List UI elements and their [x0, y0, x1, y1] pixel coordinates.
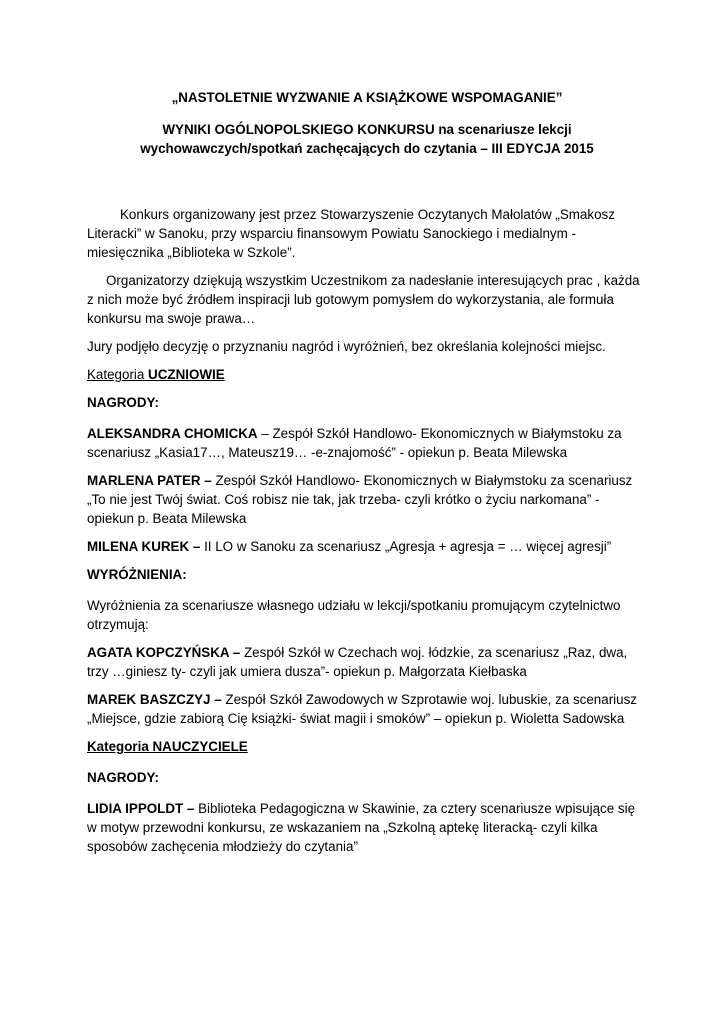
winner-details: Zespół Szkół Handlowo- Ekonomicznych w Białymstoku za scenariusz „Kasia17…, Mateusz19… -e-znajomość” - opiekun p. Beata Milewska — [87, 426, 622, 460]
students-prizes-heading — [87, 393, 647, 412]
winner-name: ALEKSANDRA CHOMICKA — [87, 426, 258, 441]
prizes-heading-text: NAGRODY: — [87, 395, 159, 410]
honoree-details: Zespół Szkół Zawodowych w Szprotawie woj. lubuskie, za scenariusz „Miejsce, gdzie zabiorą Cię książki- świat magii i smoków” – opiekun p. Wioletta Sadowska — [87, 692, 637, 726]
winner-details: Biblioteka Pedagogiczna w Skawinie, za cztery scenariusze wpisujące się w motyw przewodni konkursu, ze wskazaniem na „Szkolną aptekę literacką- czyli kilka sposobów zachęcenia młodzieży do czytania” — [87, 801, 636, 854]
prize-entry — [87, 424, 647, 462]
honors-intro: Wyróżnienia za scenariusze własnego udziału w lekcji/spotkaniu promującym czytelnictwo otrzymują: — [87, 598, 621, 632]
honor-entry — [87, 690, 647, 728]
honoree-name: AGATA KOPCZYŃSKA – — [87, 645, 241, 660]
prize-entry — [87, 799, 647, 856]
honors-heading-text: WYRÓŻNIENIA: — [87, 567, 187, 582]
winner-details: Zespół Szkół Handlowo- Ekonomicznych w Białymstoku za scenariusz „To nie jest Twój świat. Coś robisz nie tak, jak trzeba- czyli krótko o życiu narkomana” - opiekun p. Beata Milewska — [87, 473, 633, 526]
category-students-name: UCZNIOWIE — [148, 367, 225, 382]
category-students-heading — [87, 365, 647, 384]
category-students-prefix: Kategoria — [87, 367, 149, 382]
prize-entry — [87, 471, 647, 528]
category-teachers-name: Kategoria NAUCZYCIELE — [87, 739, 248, 754]
prizes-heading-text: NAGRODY: — [87, 770, 159, 785]
honoree-details: Zespół Szkół w Czechach woj. łódzkie, za scenariusz „Raz, dwa, trzy …giniesz ty- czyli jak umiera dusza”- opiekun p. Małgorzata Kiełbaska — [87, 645, 628, 679]
document-subtitle: WYNIKI OGÓLNOPOLSKIEGO KONKURSU na scenariusze lekcji wychowawczych/spotkań zachęcających do czytania – III EDYCJA 2015 — [140, 122, 594, 156]
winner-name: MARLENA PATER – — [87, 473, 212, 488]
honor-entry — [87, 643, 647, 681]
winner-details: II LO w Sanoku za scenariusz „Agresja + agresja = … więcej agresji” — [204, 539, 612, 554]
intro-paragraph-jury: Jury podjęło decyzję o przyznaniu nagród i wyróżnień, bez określania kolejności miejsc. — [87, 339, 606, 354]
winner-name: LIDIA IPPOLDT – — [87, 801, 195, 816]
teachers-prizes-heading — [87, 768, 647, 787]
document-page — [87, 88, 647, 865]
intro-paragraph-thanks: Organizatorzy dziękują wszystkim Uczestnikom za nadesłanie interesujących prac , każda z nich może być źródłem inspiracji lub gotowym pomysłem do wykorzystania, ale formuła konkursu ma swoje prawa… — [87, 273, 640, 326]
intro-paragraph-organizer: Konkurs organizowany jest przez Stowarzyszenie Oczytanych Małolatów „Smakosz Literacki” w Sanoku, przy wsparciu finansowym Powiatu Sanockiego i medialnym - miesięcznika „Biblioteka w Szkole”. — [87, 207, 615, 260]
document-title: „NASTOLETNIE WYZWANIE A KSIĄŻKOWE WSPOMAGANIE” — [171, 90, 563, 105]
prize-entry — [87, 537, 647, 556]
separator: – — [257, 426, 273, 441]
honoree-name: MAREK BASZCZYJ – — [87, 692, 222, 707]
winner-name: MILENA KUREK – — [87, 539, 201, 554]
honors-heading — [87, 565, 647, 584]
category-teachers-heading — [87, 737, 647, 756]
